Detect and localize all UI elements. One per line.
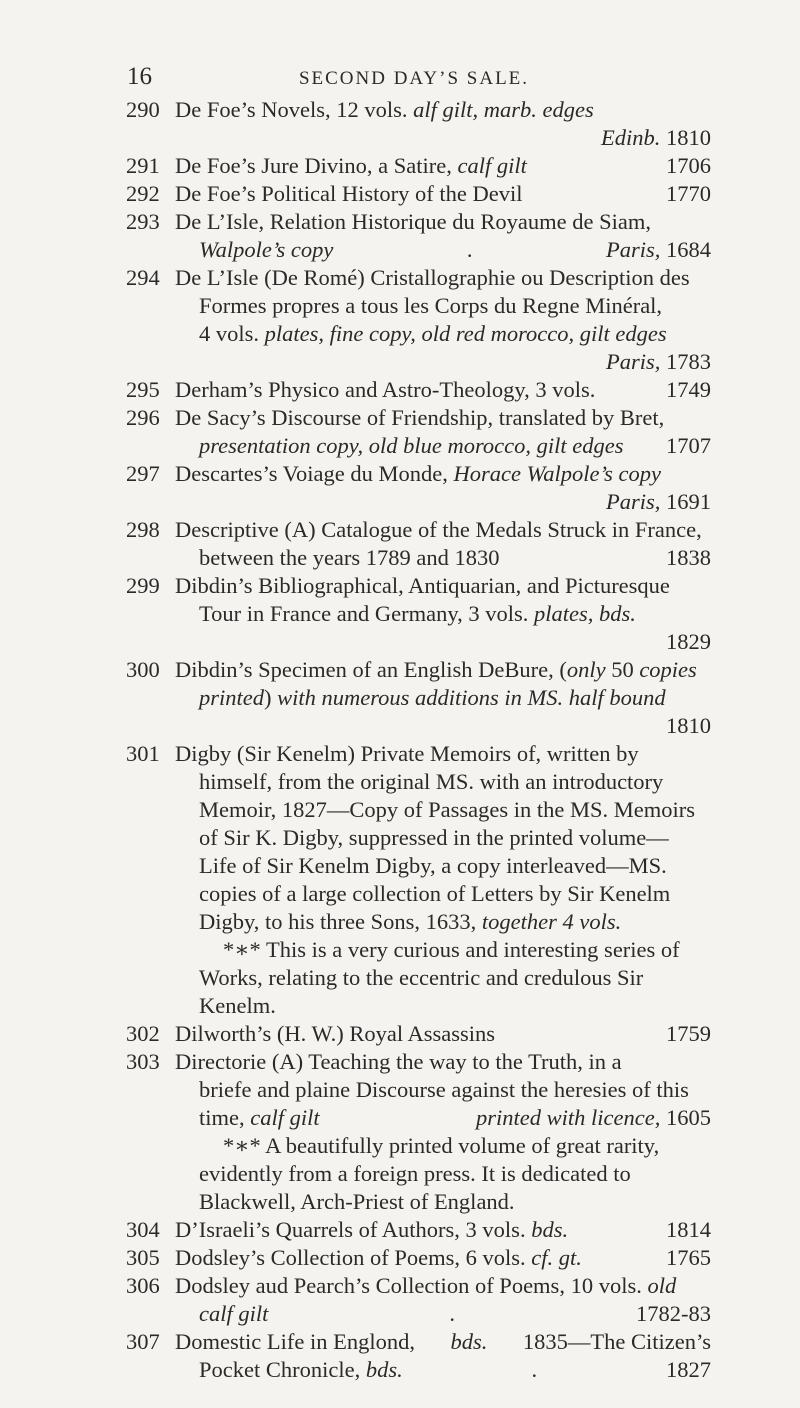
lot-number: 301 xyxy=(126,741,160,766)
lot-entry-299 xyxy=(126,572,711,656)
lot-binding: plates, bds. xyxy=(534,601,636,626)
lot-number: 294 xyxy=(126,265,160,290)
lot-binding: calf gilt xyxy=(457,153,527,178)
lot-title-cont: between the years 1789 and 1830 xyxy=(199,545,500,570)
lot-footnote: *∗* This is a very curious and interesting series of xyxy=(223,937,680,962)
lot-year: 1827 xyxy=(665,1357,711,1382)
lot-binding: old xyxy=(647,1273,677,1298)
lot-entry-291 xyxy=(126,152,711,180)
lot-title-cont: of Sir K. Digby, suppressed in the printed volume— xyxy=(199,825,669,850)
lot-note-italic: printed xyxy=(199,685,264,710)
lot-binding: bds. xyxy=(450,1329,488,1354)
lot-entry-302 xyxy=(126,1020,711,1048)
lot-place: Paris, xyxy=(605,349,661,374)
page-header xyxy=(0,62,800,92)
lot-number: 291 xyxy=(126,153,160,178)
leader-dot: . xyxy=(449,1301,455,1326)
lot-place: Edinb. xyxy=(601,125,661,150)
lot-number: 307 xyxy=(126,1329,160,1354)
page-number: 16 xyxy=(127,63,152,90)
lot-note-italic: only xyxy=(566,657,606,682)
lot-year: 1684 xyxy=(665,237,711,262)
lot-title-cont: Digby, to his three Sons, 1633, xyxy=(199,909,477,934)
lot-entry-298 xyxy=(126,516,711,572)
lot-title: Dibdin’s Specimen of an English DeBure, ( xyxy=(175,657,567,682)
lot-binding: cf. gt. xyxy=(531,1245,582,1270)
lot-volumes: together 4 vols. xyxy=(481,909,622,934)
lot-year: 1706 xyxy=(666,153,711,178)
lot-year: 1759 xyxy=(666,1021,711,1046)
lot-number: 290 xyxy=(126,97,160,122)
lot-title: De Foe’s Political History of the Devil xyxy=(175,181,523,206)
lot-number: 293 xyxy=(126,209,160,234)
lot-entry-290 xyxy=(126,96,711,152)
lot-year: 1838 xyxy=(666,545,711,570)
lot-footnote: Kenelm. xyxy=(199,993,276,1018)
lot-year: 1810 xyxy=(666,713,711,738)
leader-dot: . xyxy=(531,1357,538,1382)
lot-binding: bds. xyxy=(531,1217,569,1242)
lot-entry-297 xyxy=(126,460,711,516)
lot-binding: calf gilt xyxy=(199,1301,269,1326)
lot-title: Derham’s Physico and Astro-Theology, 3 vols. xyxy=(175,377,596,402)
lot-title-cont: Life of Sir Kenelm Digby, a copy interleaved—MS. xyxy=(199,853,667,878)
lot-title-cont: 1835—The Citizen’s xyxy=(522,1329,711,1354)
lot-number: 300 xyxy=(126,657,160,682)
lot-entry-295 xyxy=(126,376,711,404)
lot-entry-306 xyxy=(126,1272,711,1328)
lot-footnote: Blackwell, Arch-Priest of England. xyxy=(199,1189,515,1214)
lot-number: 305 xyxy=(126,1245,160,1270)
lot-title: De L’Isle (De Romé) Cristallographie ou Description des xyxy=(175,265,690,290)
lot-imprint: printed with licence, xyxy=(476,1105,661,1130)
lot-entry-307 xyxy=(126,1328,711,1384)
lot-title-cont: himself, from the original MS. with an introductory xyxy=(199,769,664,794)
lot-number: 292 xyxy=(126,181,160,206)
lot-entry-296 xyxy=(126,404,711,460)
lot-entry-305 xyxy=(126,1244,711,1272)
lot-number: 296 xyxy=(126,405,160,430)
lot-year: 1707 xyxy=(666,433,711,458)
lot-title: Dodsley aud Pearch’s Collection of Poems, 10 vols. xyxy=(175,1273,642,1298)
lot-entry-301 xyxy=(126,740,711,1020)
lot-year: 1765 xyxy=(666,1245,711,1270)
lot-footnote: Works, relating to the eccentric and credulous Sir xyxy=(199,965,644,990)
lot-place: Paris, xyxy=(605,237,661,262)
lot-provenance: Walpole’s copy xyxy=(199,237,334,262)
lot-provenance: Horace Walpole’s copy xyxy=(453,461,661,486)
lot-footnote: *∗* A beautifully printed volume of great rarity, xyxy=(223,1133,660,1158)
lot-binding: calf gilt xyxy=(250,1105,320,1130)
lot-place: Paris, xyxy=(605,489,661,514)
lot-title-cont: copies of a large collection of Letters by Sir Kenelm xyxy=(199,881,671,906)
running-head: SECOND DAY’S SALE. xyxy=(298,68,530,89)
lot-year: 1691 xyxy=(666,489,711,514)
lot-title: De L’Isle, Relation Historique du Royaume de Siam, xyxy=(175,209,651,234)
lot-number: 302 xyxy=(126,1021,160,1046)
lot-title: Directorie (A) Teaching the way to the Truth, in a xyxy=(175,1049,622,1074)
lot-year: 1810 xyxy=(666,125,711,150)
lot-title: De Foe’s Jure Divino, a Satire, xyxy=(175,153,452,178)
lot-year: 1782-83 xyxy=(636,1301,711,1326)
lot-year: 1770 xyxy=(666,181,711,206)
lot-title-cont: Memoir, 1827—Copy of Passages in the MS. Memoirs xyxy=(199,797,695,822)
lot-volumes: 4 vols. xyxy=(199,321,260,346)
lot-title-cont: Tour in France and Germany, 3 vols. xyxy=(199,601,529,626)
lot-binding: plates, fine copy, old red morocco, gilt edges xyxy=(264,321,667,346)
lot-number: 303 xyxy=(126,1049,160,1074)
lot-title: D’Israeli’s Quarrels of Authors, 3 vols. xyxy=(175,1217,526,1242)
lot-title: Dodsley’s Collection of Poems, 6 vols. xyxy=(175,1245,526,1270)
lot-title: Dilworth’s (H. W.) Royal Assassins xyxy=(175,1021,496,1046)
lot-year: 1749 xyxy=(666,377,711,402)
catalogue-entries xyxy=(126,96,711,1384)
lot-year: 1783 xyxy=(666,349,711,374)
lot-number: 298 xyxy=(126,517,160,542)
lot-number: 304 xyxy=(126,1217,160,1242)
lot-binding: presentation copy, old blue morocco, gilt edges xyxy=(199,433,624,458)
lot-title: Descriptive (A) Catalogue of the Medals Struck in France, xyxy=(175,517,702,542)
lot-number: 306 xyxy=(126,1273,160,1298)
lot-note-italic: copies xyxy=(639,657,697,682)
lot-binding: bds. xyxy=(365,1357,403,1382)
lot-title: Dibdin’s Bibliographical, Antiquarian, and Picturesque xyxy=(175,573,670,598)
lot-footnote: evidently from a foreign press. It is dedicated to xyxy=(199,1161,631,1186)
lot-entry-300 xyxy=(126,656,711,740)
lot-title: Descartes’s Voiage du Monde, xyxy=(175,461,448,486)
lot-entry-304 xyxy=(126,1216,711,1244)
lot-title: Domestic Life in Englond, xyxy=(175,1329,415,1354)
lot-number: 295 xyxy=(126,377,160,402)
lot-year: 1829 xyxy=(666,629,711,654)
lot-title-cont: time, xyxy=(199,1105,245,1130)
lot-year: 1605 xyxy=(666,1105,711,1130)
lot-entry-294 xyxy=(126,264,711,376)
lot-note: 50 xyxy=(605,657,640,682)
lot-title-cont: briefe and plaine Discourse against the heresies of this xyxy=(199,1077,689,1102)
lot-title: De Sacy’s Discourse of Friendship, translated by Bret, xyxy=(175,405,665,430)
lot-title: De Foe’s Novels, 12 vols. xyxy=(175,97,408,122)
lot-title-cont: Pocket Chronicle, xyxy=(199,1357,361,1382)
lot-number: 299 xyxy=(126,573,160,598)
lot-year: 1814 xyxy=(666,1217,711,1242)
lot-title: Digby (Sir Kenelm) Private Memoirs of, written by xyxy=(175,741,639,766)
lot-note: ) xyxy=(264,685,272,710)
lot-binding: with numerous additions in MS. half bound xyxy=(271,685,666,710)
lot-entry-303 xyxy=(126,1048,711,1216)
lot-number: 297 xyxy=(126,461,160,486)
lot-entry-293 xyxy=(126,208,711,264)
lot-title-cont: Formes propres a tous les Corps du Regne Minéral, xyxy=(199,293,663,318)
leader-dot: . xyxy=(466,237,473,262)
lot-entry-292 xyxy=(126,180,711,208)
lot-binding: alf gilt, marb. edges xyxy=(413,97,594,122)
